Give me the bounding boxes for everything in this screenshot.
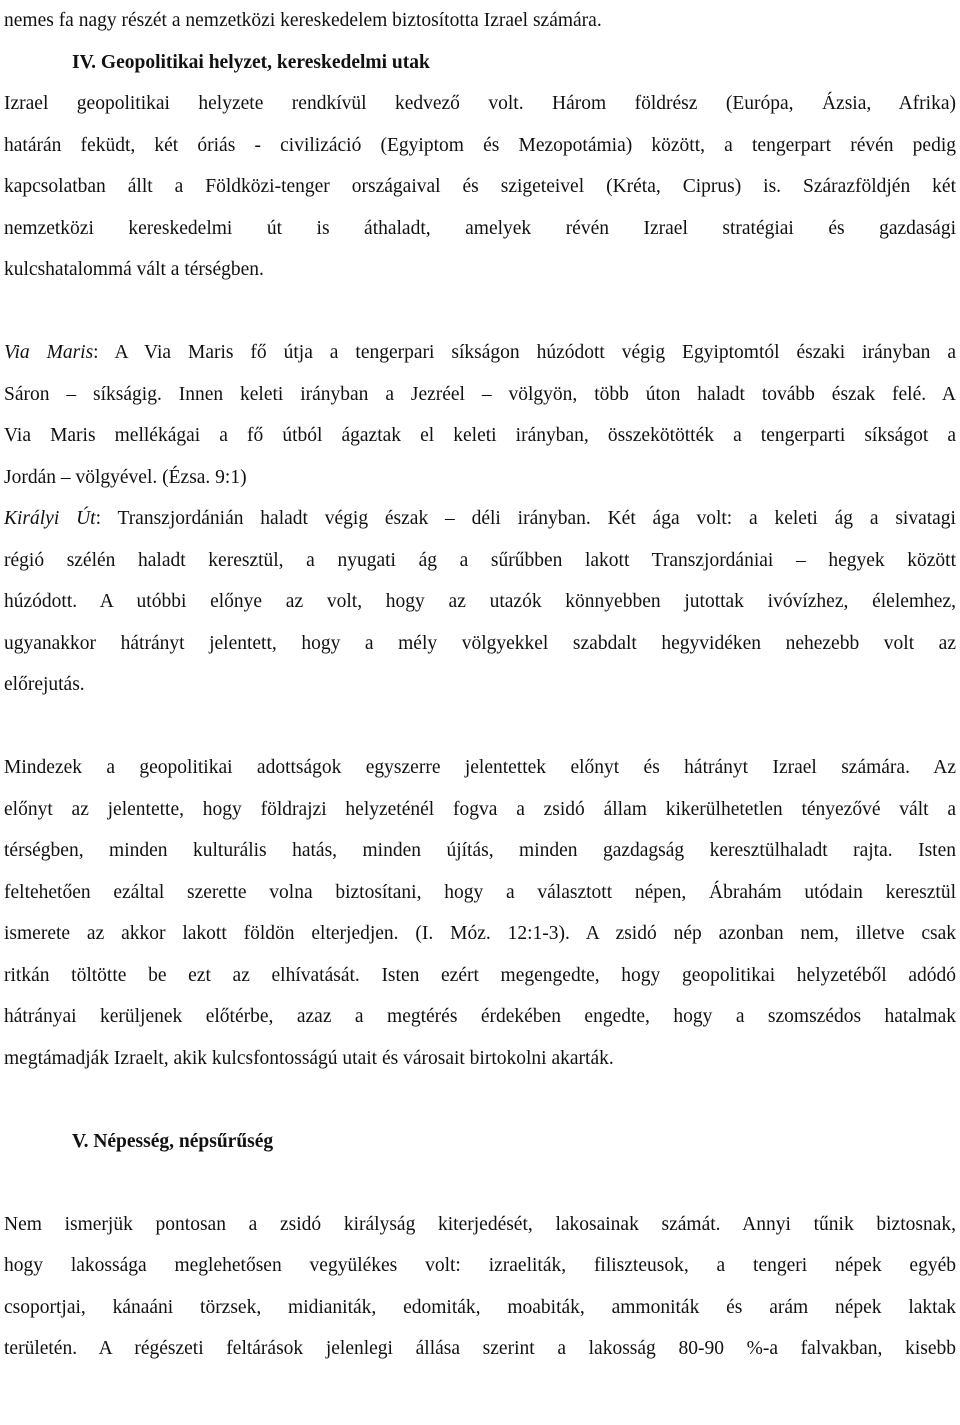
paragraph-line: Nem ismerjük pontosan a zsidó királyság kiterjedését, lakosainak számát. Annyi tűnik biztosnak,	[4, 1213, 956, 1235]
paragraph-line	[4, 332, 956, 374]
paragraph-line: ismerete az akkor lakott földön elterjedjen. (I. Móz. 12:1-3). A zsidó nép azonban nem, illetve csak	[4, 923, 956, 944]
paragraph-text: : A Via Maris fő útja a tengerpari síkságon húzódott végig Egyiptomtól északi irányban a	[93, 342, 956, 363]
paragraph-line: hogy lakossága meglehetősen vegyülékes volt: izraeliták, filiszteusok, a tengeri népek egyéb	[4, 1255, 956, 1276]
paragraph-line: Izrael geopolitikai helyzete rendkívül kedvező volt. Három földrész (Európa, Ázsia, Afrika)	[4, 93, 956, 114]
paragraph-line: csoportjai, kánaáni törzsek, midianiták, edomiták, moabiták, ammoniták és arám népek laktak	[4, 1296, 956, 1318]
paragraph-line: Sáron – síkságig. Innen keleti irányban a Jezréel – völgyön, több úton haladt tovább észak felé. A	[4, 383, 956, 405]
kiralyi-ut-paragraph	[4, 498, 956, 706]
paragraph-line: kulcshatalommá vált a térségben.	[4, 259, 264, 280]
document-page	[4, 0, 956, 1370]
paragraph-line: Via Maris mellékágai a fő útból ágaztak el keleti irányban, összekötötték a tengerparti síkságot a	[4, 425, 956, 446]
paragraph-line: Mindezek a geopolitikai adottságok egyszerre jelentettek előnyt és hátrányt Izrael számára. Az	[4, 757, 956, 778]
section-4-heading: IV. Geopolitikai helyzet, kereskedelmi utak	[72, 51, 430, 73]
spacer	[4, 1079, 956, 1121]
paragraph-line: megtámadják Izraelt, akik kulcsfontosságú utait és városait birtokolni akarták.	[4, 1047, 614, 1069]
paragraph-line: előrejutás.	[4, 674, 85, 695]
paragraph-line: határán feküdt, két óriás - civilizáció (Egyiptom és Mezopotámia) között, a tengerpart révén pedig	[4, 134, 956, 156]
spacer	[4, 291, 956, 333]
paragraph-line: húzódott. A utóbbi előnye az volt, hogy az utazók könnyebben jutottak ivóvízhez, élelemhez,	[4, 591, 956, 612]
paragraph-text: : Transzjordánián haladt végig észak – déli irányban. Két ága volt: a keleti ág a sivatagi	[95, 508, 956, 529]
paragraph-line: hátrányai kerüljenek előtérbe, azaz a megtérés érdekében engedte, hogy a szomszédos hatalmak	[4, 1006, 956, 1027]
paragraph-line: ugyanakkor hátrányt jelentett, hogy a mély völgyekkel szabdalt hegyvidéken nehezebb volt az	[4, 632, 956, 654]
intro-line: nemes fa nagy részét a nemzetközi kereskedelem biztosította Izrael számára.	[4, 10, 602, 31]
paragraph-line: ritkán töltötte be ezt az elhívatását. Isten ezért megengedte, hogy geopolitikai helyzetéből adódó	[4, 964, 956, 986]
section-5-paragraph-1	[4, 1204, 956, 1370]
section-5-heading: V. Népesség, népsűrűség	[72, 1130, 274, 1152]
spacer	[4, 706, 956, 748]
section-4-paragraph-1	[4, 83, 956, 291]
paragraph-line	[4, 498, 956, 540]
paragraph-line: előnyt az jelentette, hogy földrajzi helyzeténél fogva a zsidó állam kikerülhetetlen tényezővé vált a	[4, 798, 956, 820]
spacer	[4, 1162, 956, 1204]
via-maris-paragraph	[4, 332, 956, 498]
kiralyi-ut-term: Királyi Út	[4, 508, 96, 529]
via-maris-term: Via Maris	[4, 342, 94, 363]
section-4-paragraph-2	[4, 747, 956, 1079]
paragraph-line: kapcsolatban állt a Földközi-tenger országaival és szigeteivel (Kréta, Ciprus) is. Szárazföldjén két	[4, 176, 956, 197]
paragraph-line: feltehetően ezáltal szerette volna biztosítani, hogy a választott népen, Ábrahám utódain keresztül	[4, 881, 956, 903]
paragraph-line: nemzetközi kereskedelmi út is áthaladt, amelyek révén Izrael stratégiai és gazdasági	[4, 217, 956, 239]
paragraph-line: térségben, minden kulturális hatás, minden újítás, minden gazdagság keresztülhaladt rajta. Isten	[4, 840, 956, 861]
paragraph-line: Jordán – völgyével. (Ézsa. 9:1)	[4, 466, 247, 488]
paragraph-line: területén. A régészeti feltárások jelenlegi állása szerint a lakosság 80-90 %-a falvakban, kisebb	[4, 1338, 956, 1359]
paragraph-line: régió szélén haladt keresztül, a nyugati ág a sűrűbben lakott Transzjordániai – hegyek között	[4, 549, 956, 571]
